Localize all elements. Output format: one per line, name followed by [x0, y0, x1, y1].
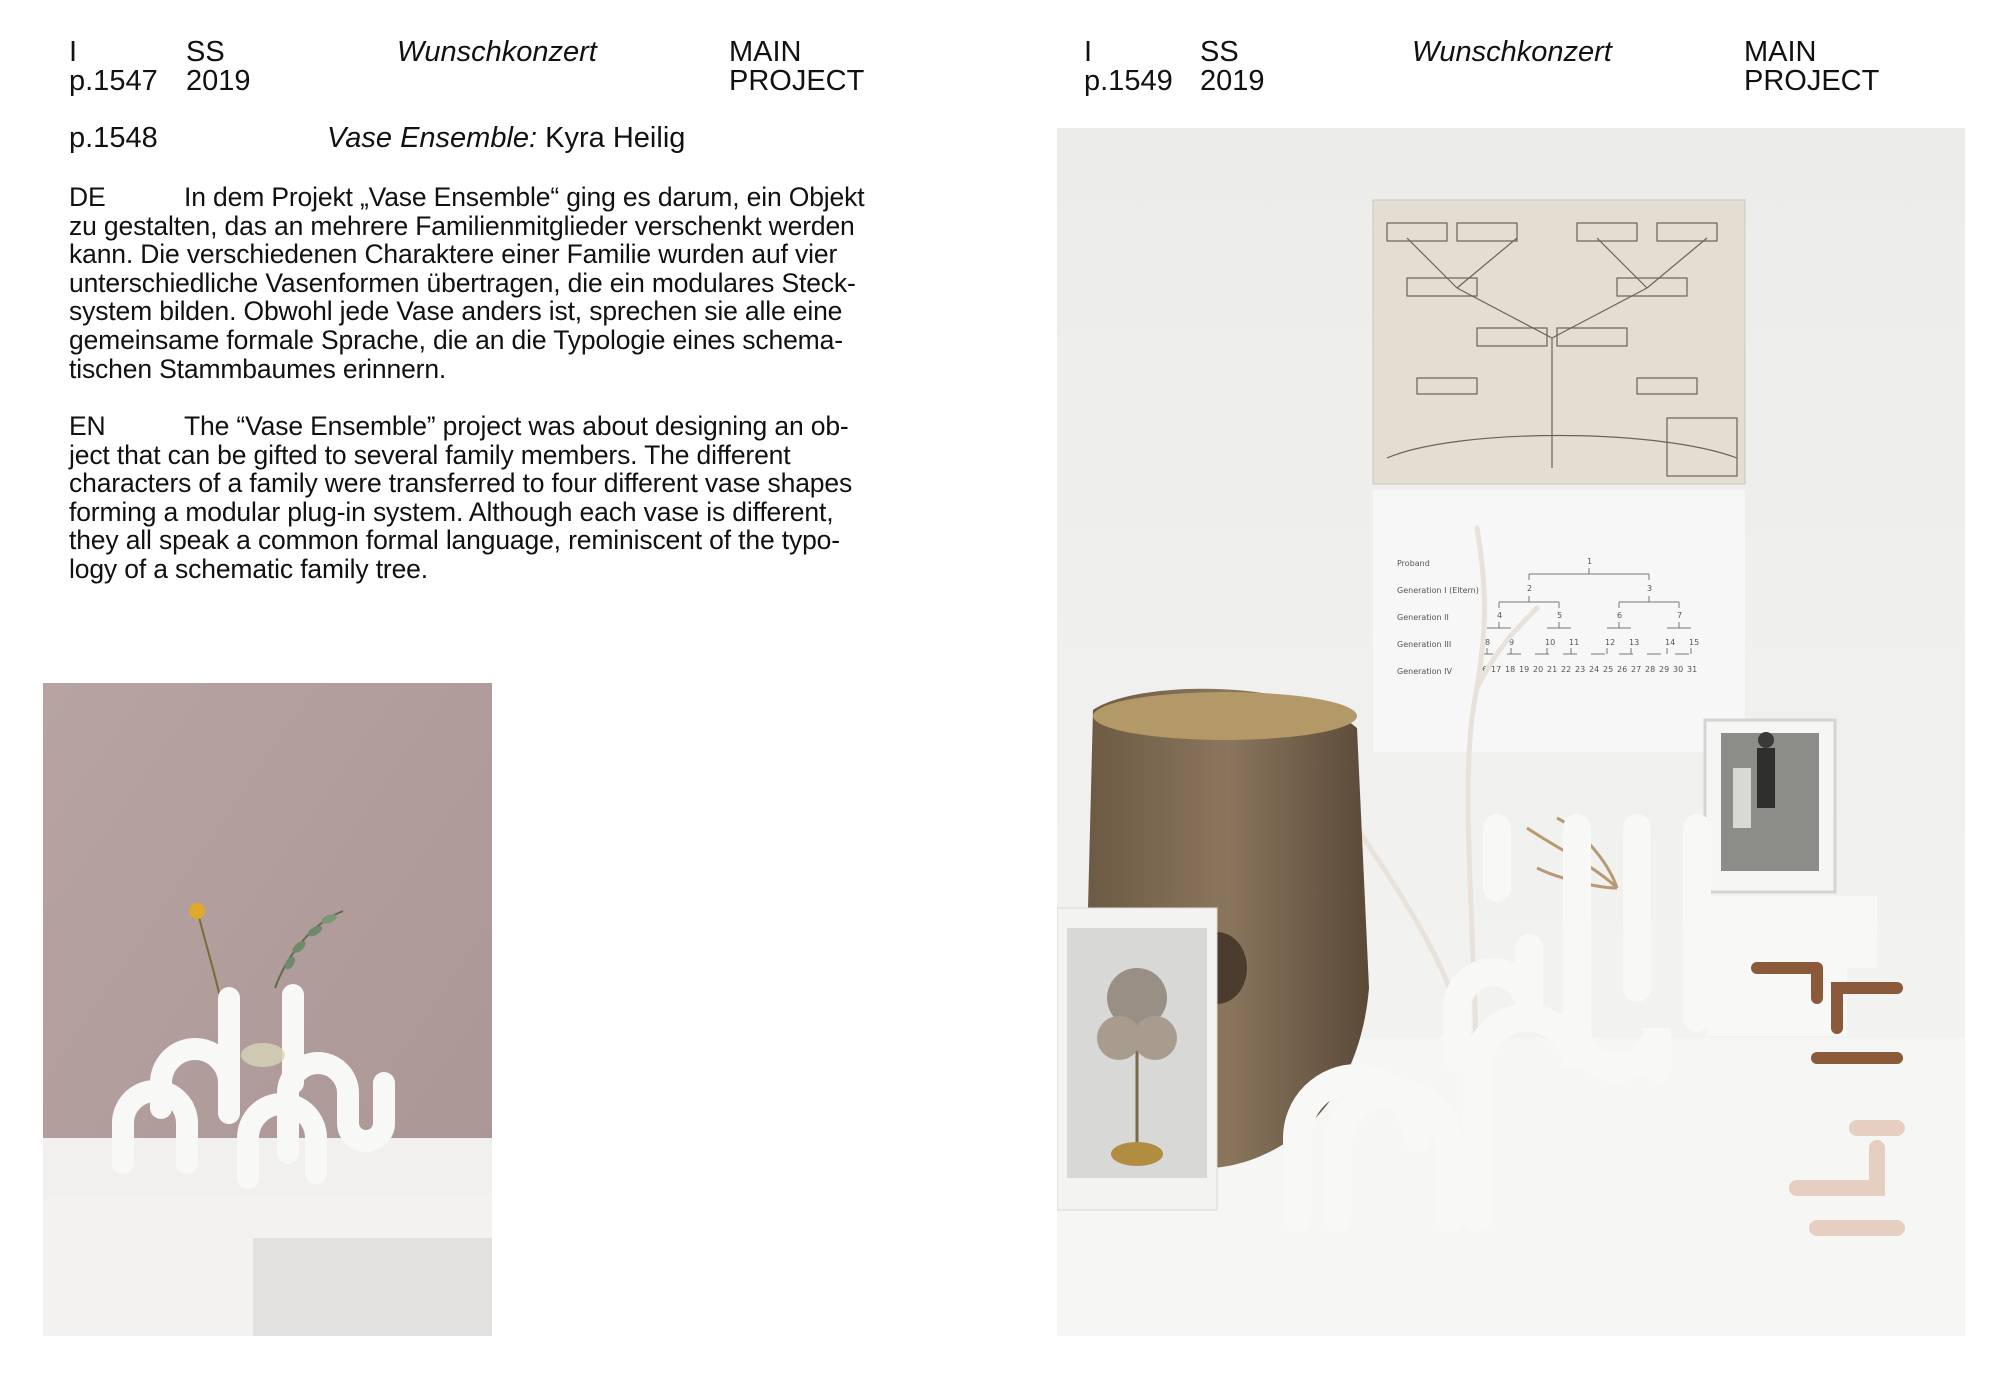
node-label: 28 [1645, 665, 1656, 674]
node-label: 22 [1561, 665, 1572, 674]
node-label: 16 [1477, 665, 1488, 674]
node-label: 14 [1665, 638, 1676, 647]
node-label: 10 [1545, 638, 1556, 647]
node-label: 2 [1527, 584, 1533, 593]
node-label: 25 [1603, 665, 1614, 674]
row-label: Proband [1397, 559, 1430, 568]
node-label: 20 [1533, 665, 1544, 674]
node-label: 4 [1497, 611, 1503, 620]
node-label: 12 [1605, 638, 1616, 647]
semester: SS [1200, 36, 1239, 68]
node-label: 9 [1509, 638, 1515, 647]
node-label: 17 [1491, 665, 1502, 674]
right-header-title: Wunschkonzert [1412, 36, 1612, 68]
text-line: system bilden. Obwohl jede Vase anders ist, sprechen sie alle eine [69, 296, 843, 327]
right-header-semester [1200, 38, 1265, 96]
node-label: 21 [1547, 665, 1558, 674]
row-label: Generation I (Eltern) [1397, 586, 1479, 595]
text-line: they all speak a common formal language, reminiscent of the typo- [69, 525, 840, 556]
lang-label-en: EN [69, 411, 106, 441]
node-label: 30 [1673, 665, 1684, 674]
project-name: Vase Ensemble: [327, 122, 538, 154]
project-author: Kyra Heilig [545, 122, 686, 154]
node-label: 5 [1557, 611, 1563, 620]
left-header-semester [186, 38, 251, 96]
node-label: 1 [1587, 557, 1593, 566]
row-label: Generation IV [1397, 667, 1453, 676]
row-label: Generation II [1397, 613, 1449, 622]
left-header-category [729, 38, 864, 96]
text-line: In dem Projekt „Vase Ensemble“ ging es darum, ein Objekt [184, 182, 865, 212]
left-header-title: Wunschkonzert [397, 36, 597, 68]
node-label: 18 [1505, 665, 1516, 674]
node-label: 15 [1689, 638, 1700, 647]
year: 2019 [1200, 65, 1265, 97]
node-label: 26 [1617, 665, 1628, 674]
still-life-illustration [1057, 128, 1965, 1336]
page-number: p.1549 [1084, 65, 1173, 97]
section-number: I [1084, 36, 1093, 68]
node-label: 13 [1629, 638, 1640, 647]
node-label: 3 [1647, 584, 1653, 593]
node-label: 29 [1659, 665, 1670, 674]
node-label: 24 [1589, 665, 1600, 674]
node-label: 19 [1519, 665, 1530, 674]
german-text [69, 183, 949, 383]
semester: SS [186, 36, 225, 68]
category-line-2: PROJECT [1744, 65, 1880, 97]
node-label: 11 [1569, 638, 1580, 647]
row-label: Generation III [1397, 640, 1452, 649]
node-label: 23 [1575, 665, 1586, 674]
still-life-photo-right [1057, 128, 1965, 1336]
node-label: 8 [1485, 638, 1491, 647]
text-line: zu gestalten, das an mehrere Familienmitglieder verschenkt werden [69, 210, 855, 241]
vase-photo-left [43, 683, 492, 1336]
project-page-number: p.1548 [69, 122, 158, 154]
node-label: 7 [1677, 611, 1683, 620]
text-line: The “Vase Ensemble” project was about designing an ob- [184, 411, 849, 441]
category-line-1: MAIN [1744, 36, 1817, 68]
text-line: tischen Stammbaumes erinnern. [69, 353, 447, 384]
category-line-2: PROJECT [729, 65, 865, 97]
text-line: characters of a family were transferred to four different vase shapes [69, 468, 853, 499]
text-line: forming a modular plug-in system. Although each vase is different, [69, 496, 834, 527]
project-title [327, 122, 685, 154]
node-label: 6 [1617, 611, 1623, 620]
text-line: logy of a schematic family tree. [69, 553, 428, 584]
vase-illustration [43, 683, 492, 1336]
section-number: I [69, 36, 78, 68]
lang-label-de: DE [69, 182, 106, 212]
english-text [69, 412, 949, 584]
left-header-section [69, 38, 158, 96]
node-label: 31 [1687, 665, 1698, 674]
text-line: unterschiedliche Vasenformen übertragen, die ein modulares Steck- [69, 267, 856, 298]
text-line: kann. Die verschiedenen Charaktere einer Familie wurden auf vier [69, 239, 838, 270]
text-line: ject that can be gifted to several family members. The different [69, 439, 791, 470]
right-header-category [1744, 38, 1879, 96]
year: 2019 [186, 65, 251, 97]
node-label: 27 [1631, 665, 1642, 674]
page-number: p.1547 [69, 65, 158, 97]
right-header-section [1084, 38, 1173, 96]
text-line: gemeinsame formale Sprache, die an die Typologie eines schema- [69, 324, 843, 355]
category-line-1: MAIN [729, 36, 802, 68]
